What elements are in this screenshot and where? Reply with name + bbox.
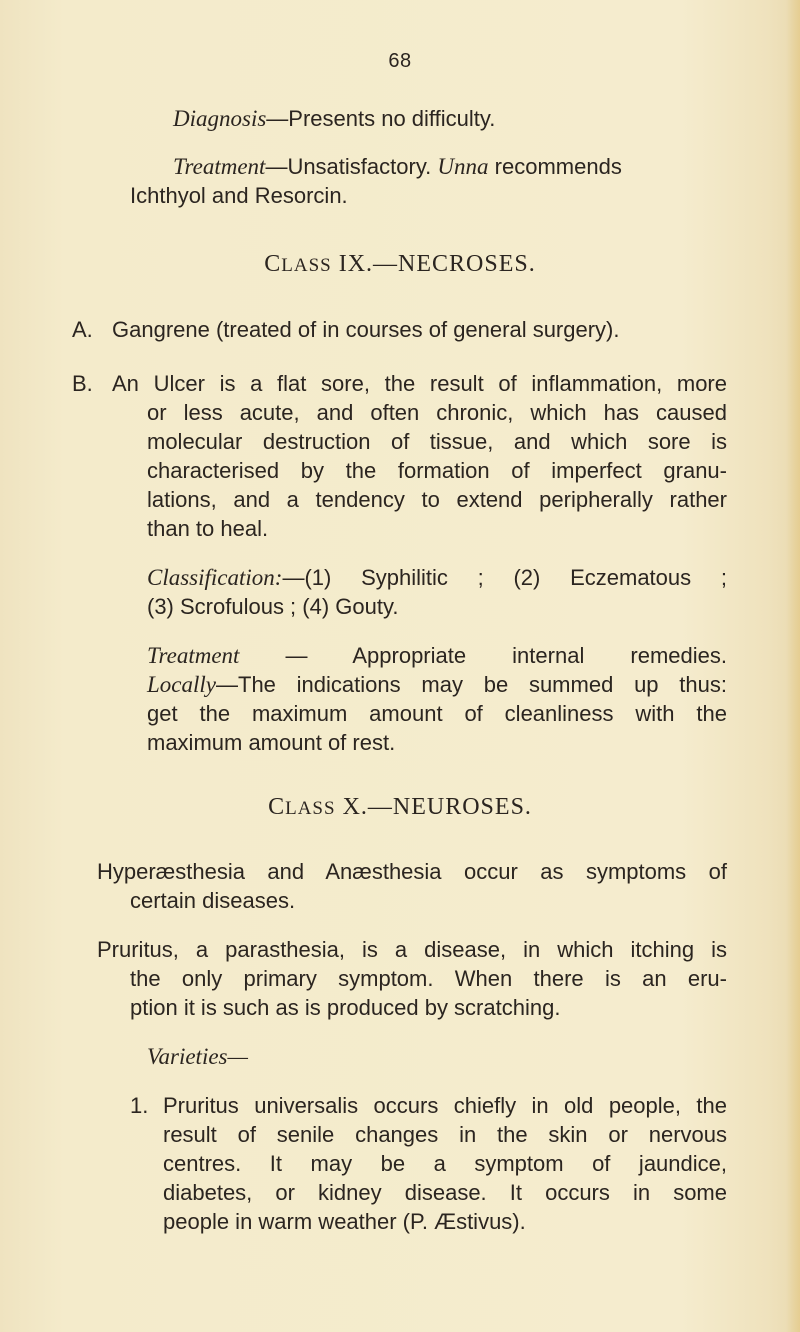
treatment-2-line-3: get the maximum amount of cleanliness with the [147,701,727,726]
item-b-marker: B. [72,371,93,396]
treatment-unna-line [173,153,622,181]
unna-name: Unna [437,154,489,179]
treatment-label: Treatment [173,154,266,179]
diagnosis-label: Diagnosis [173,106,267,131]
class-ix-heading [0,251,800,278]
varieties-label: Varieties— [147,1044,248,1069]
treatment-2-line-4: maximum amount of rest. [147,730,396,755]
pruritus-line-1: Pruritus, a parasthesia, is a disease, in which itching is [97,937,727,962]
item-1-line-3: centres. It may be a symptom of jaundice, [163,1151,727,1176]
treatment-2-line-2 [147,671,727,699]
hyper-line-2: certain diseases. [130,888,296,913]
class-x-c: C [268,794,286,820]
class-x-rest: X.—NEUROSES. [335,794,532,820]
classification-line-2: (3) Scrofulous ; (4) Gouty. [147,594,399,619]
item-1-marker: 1. [130,1093,149,1118]
treatment-text-2: recommends [488,154,622,179]
hyper-line-1: Hyperæsthesia and Anæsthesia occur as symptoms of [97,859,727,884]
item-b-line-2: or less acute, and often chronic, which has caused [147,400,727,425]
treatment-2-text: — Appropriate internal remedies. [239,643,727,668]
item-1-line-4: diabetes, or kidney disease. It occurs in some [163,1180,727,1205]
item-b-line-1: An Ulcer is a flat sore, the result of inflammation, more [112,371,727,396]
locally-label: Locally [147,672,216,697]
treatment-text-1: —Unsatisfactory. [265,154,438,179]
diagnosis-text: —Presents no difficulty. [266,106,496,131]
pruritus-line-2: the only primary symptom. When there is an eru- [130,966,727,991]
pruritus-line-3: ption it is such as is produced by scratching. [130,995,561,1020]
class-ix-rest: IX.—NECROSES. [331,251,536,277]
class-x-heading [0,794,800,821]
item-1-line-5: people in warm weather (P. Æstivus). [163,1209,526,1234]
treatment-2-label: Treatment [147,643,240,668]
item-b-line-6: than to heal. [147,516,269,541]
page-number: 68 [388,50,412,72]
item-b-line-3: molecular destruction of tissue, and which sore is [147,429,727,454]
class-x-lass: LASS [285,798,336,819]
item-1-line-1: Pruritus universalis occurs chiefly in old people, the [163,1093,727,1118]
page-edge [786,0,800,1332]
item-a-text: Gangrene (treated of in courses of general surgery). [112,317,620,342]
classification-line-1 [147,564,727,592]
classification-label: Classification: [147,565,283,590]
locally-text: —The indications may be summed up thus: [216,672,727,697]
classification-text: —(1) Syphilitic ; (2) Eczematous ; [282,565,727,590]
item-b-line-5: lations, and a tendency to extend peripherally rather [147,487,727,512]
item-b-line-4: characterised by the formation of imperfect granu- [147,458,727,483]
diagnosis-line [173,105,495,133]
item-1-line-2: result of senile changes in the skin or nervous [163,1122,727,1147]
treatment-2-line-1 [147,642,727,670]
class-ix-lass: LASS [281,255,332,276]
item-a-marker: A. [72,317,93,342]
treatment-unna-line-2: Ichthyol and Resorcin. [130,183,348,208]
class-ix-c: C [264,251,282,277]
